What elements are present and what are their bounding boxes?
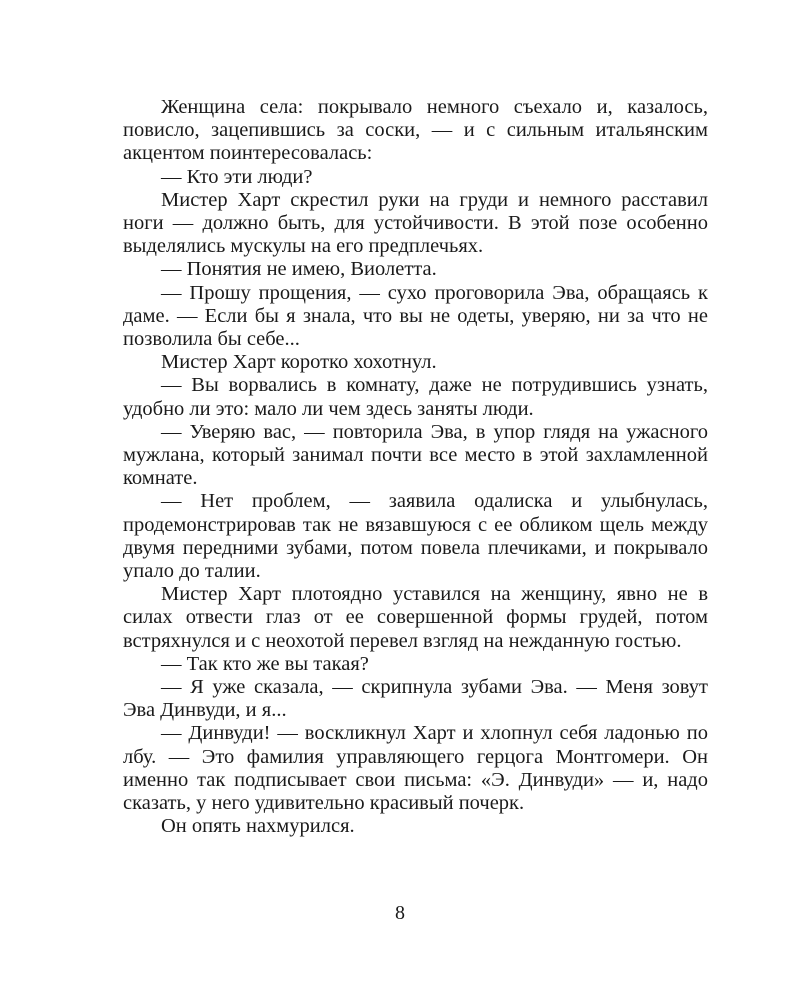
paragraph: — Я уже сказала, — скрипнула зубами Эва. — Меня зовут Эва Динвуди, и я... [123, 676, 708, 722]
paragraph: — Нет проблем, — заявила одалиска и улыбнулась, продемонстрировав так не вязавшуюся с ее обликом щель между двумя передними зубами, потом повела плечиками, и покрывало упало до талии. [123, 490, 708, 583]
page-number: 8 [395, 902, 405, 924]
paragraph: — Уверяю вас, — повторила Эва, в упор глядя на ужасного мужлана, который занимал почти все место в этой захламленной комнате. [123, 420, 708, 490]
paragraph: Мистер Харт коротко хохотнул. [161, 351, 437, 374]
paragraph: Мистер Харт скрестил руки на груди и немного расставил ноги — должно быть, для устойчивости. В этой позе особенно выделялись мускулы на его предплечьях. [123, 188, 708, 258]
paragraph: — Прошу прощения, — сухо проговорила Эва, обращаясь к даме. — Если бы я знала, что вы не одеты, уверяю, ни за что не позволила бы себе... [123, 281, 708, 351]
paragraph: Он опять нахмурился. [161, 815, 355, 838]
paragraph: — Понятия не имею, Виолетта. [161, 258, 437, 281]
paragraph: Мистер Харт плотоядно уставился на женщину, явно не в силах отвести глаз от ее совершенной формы грудей, потом встряхнулся и с неохотой перевел взгляд на нежданную гостью. [123, 583, 708, 652]
paragraph: Женщина села: покрывало немного съехало и, казалось, повисло, зацепившись за соски, — и с сильным итальянским акцентом поинтересовалась: [123, 96, 708, 165]
paragraph: — Динвуди! — воскликнул Харт и хлопнул себя ладонью по лбу. — Это фамилия управляющего герцога Монтгомери. Он именно так подписывает свои письма: «Э. Динвуди» — и, надо сказать, у него удивительно красивый почерк. [123, 722, 708, 815]
paragraph: — Вы ворвались в комнату, даже не потрудившись узнать, удобно ли это: мало ли чем здесь заняты люди. [123, 374, 708, 420]
paragraph: — Кто эти люди? [161, 165, 313, 188]
paragraph: — Так кто же вы такая? [161, 652, 369, 675]
body-text [123, 96, 708, 839]
